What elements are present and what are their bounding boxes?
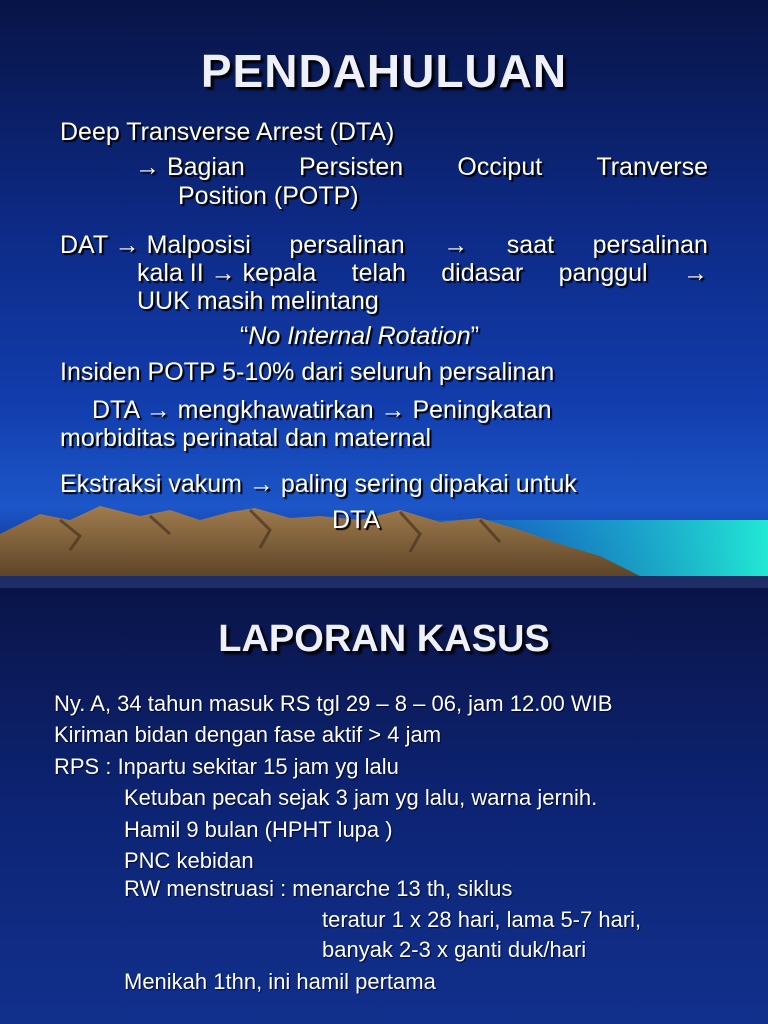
word: panggul	[558, 259, 648, 287]
open-quote: “	[240, 322, 249, 350]
word: persalinan	[592, 231, 708, 259]
slide-separator	[0, 576, 768, 588]
text-line: Kiriman bidan dengan fase aktif > 4 jam	[54, 722, 442, 747]
word: DAT → Malposisi	[60, 231, 251, 259]
text-line: Menikah 1thn, ini hamil pertama	[124, 969, 436, 994]
word: telah	[351, 259, 406, 287]
slide-laporan-kasus	[0, 588, 768, 1024]
word: kala II → kepala	[137, 259, 317, 287]
word: → Bagian	[135, 153, 245, 181]
text-line: DTA	[332, 506, 381, 534]
text-line: Deep Transverse Arrest (DTA)	[60, 118, 395, 146]
text-line: teratur 1 x 28 hari, lama 5-7 hari,	[322, 907, 642, 932]
text-line-justified	[60, 231, 708, 259]
text-line-justified	[137, 259, 708, 287]
text-line: RPS : Inpartu sekitar 15 jam yg lalu	[54, 754, 399, 779]
word: Occiput	[457, 153, 543, 181]
text-line: PNC kebidan	[124, 848, 254, 873]
word: →	[682, 259, 708, 287]
text-line-justified	[135, 153, 708, 181]
mountain-landscape	[0, 490, 768, 576]
text-line: Ketuban pecah sejak 3 jam yg lalu, warna jernih.	[124, 785, 598, 810]
word: Persisten	[299, 153, 404, 181]
close-quote: ”	[470, 322, 480, 350]
slide-title: PENDAHULUAN	[200, 45, 568, 97]
text-line: Ny. A, 34 tahun masuk RS tgl 29 – 8 – 06, jam 12.00 WIB	[54, 691, 613, 716]
text-line: DTA → mengkhawatirkan → Peningkatan	[92, 396, 552, 424]
word: persalinan	[289, 231, 405, 259]
text-line: Insiden POTP 5-10% dari seluruh persalinan	[60, 358, 555, 386]
emphasis-text: No Internal Rotation	[248, 322, 471, 350]
text-line: Position (POTP)	[178, 182, 359, 210]
quote-line	[240, 322, 479, 350]
text-line: UUK masih melintang	[137, 287, 379, 315]
slide-title: LAPORAN KASUS	[218, 618, 550, 660]
text-line: RW menstruasi : menarche 13 th, siklus	[124, 876, 513, 901]
mountain-range	[0, 506, 640, 576]
text-line: Ekstraksi vakum → paling sering dipakai untuk	[60, 470, 577, 498]
word: Tranverse	[596, 153, 708, 181]
word: didasar	[441, 259, 524, 287]
word: saat	[506, 231, 555, 259]
text-line: banyak 2-3 x ganti duk/hari	[322, 937, 587, 962]
text-line: morbiditas perinatal dan maternal	[60, 424, 432, 452]
text-line: Hamil 9 bulan (HPHT lupa )	[124, 817, 393, 842]
word: →	[443, 231, 469, 259]
